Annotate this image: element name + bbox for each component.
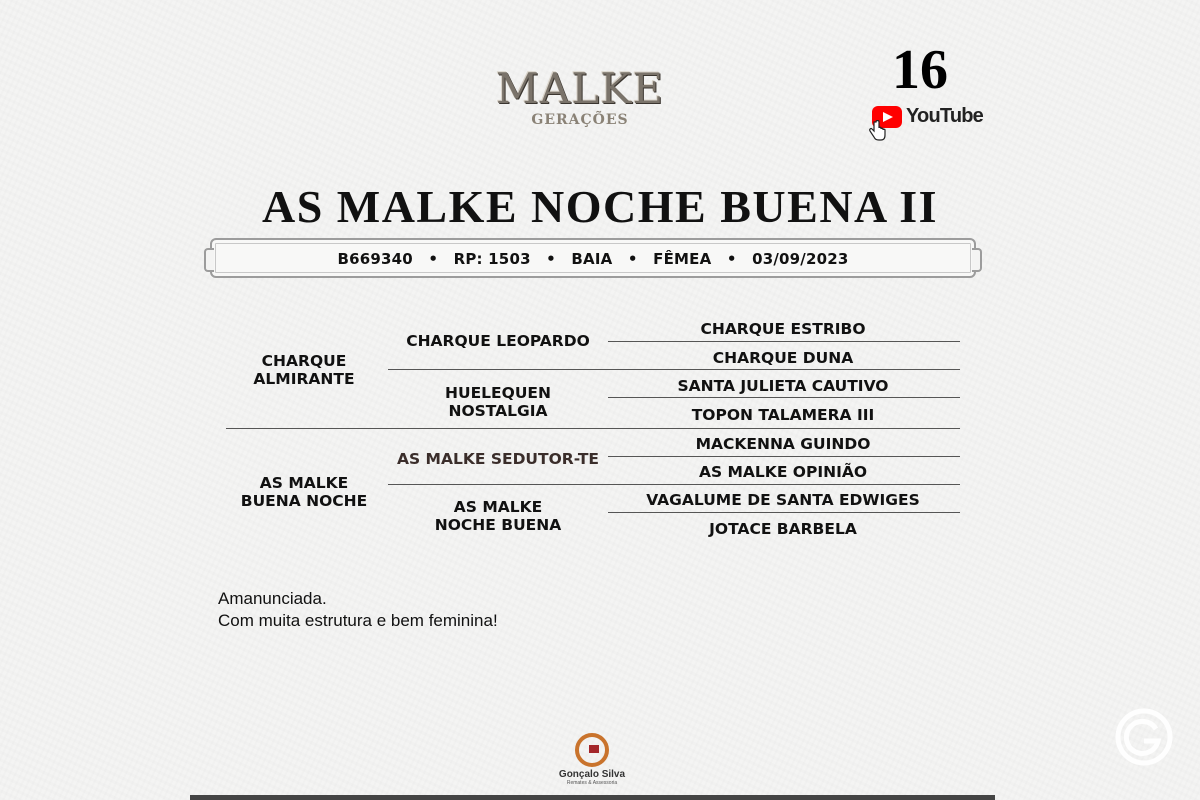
pedigree-dam-line2: BUENA NOCHE (240, 492, 368, 510)
pedigree-sire-line1: CHARQUE (261, 352, 347, 370)
pedigree-ggs-1: CHARQUE ESTRIBO (700, 320, 866, 338)
pointer-hand-icon (868, 120, 886, 142)
goncalo-silva-logo (556, 733, 628, 786)
pedigree-divider (608, 397, 960, 398)
sex: FÊMEA (653, 250, 712, 268)
description (218, 588, 498, 632)
pedigree-sire-line2: ALMIRANTE (253, 370, 355, 388)
pedigree-maternal-grandsire: AS MALKE SEDUTOR-TE (396, 450, 600, 468)
pedigree-dam-line1: AS MALKE (259, 474, 349, 492)
pedigree-divider (388, 369, 960, 370)
pedigree-ggd-3: AS MALKE OPINIÃO (698, 463, 868, 481)
lot-number: 16 (892, 39, 948, 101)
separator-dot: • (428, 250, 439, 268)
separator-dot: • (726, 250, 737, 268)
pedigree-dam (224, 474, 384, 510)
registry-number: B669340 (337, 250, 413, 268)
pedigree-maternal-granddam (388, 498, 608, 534)
pedigree-divider (226, 428, 960, 429)
pedigree-ggs-4: VAGALUME DE SANTA EDWIGES (646, 491, 920, 509)
animal-name-title: AS MALKE NOCHE BUENA II (261, 181, 939, 232)
pedigree-ggs-3: MACKENNA GUINDO (695, 435, 871, 453)
coat-color: BAIA (571, 250, 613, 268)
pedigree-ggd-1: CHARQUE DUNA (712, 349, 854, 367)
separator-dot: • (627, 250, 638, 268)
gavel-logo-icon (575, 733, 609, 767)
pedigree-divider (608, 341, 960, 342)
pedigree-sire (224, 352, 384, 388)
pedigree-maternal-granddam-line2: NOCHE BUENA (434, 516, 562, 534)
pedigree-paternal-granddam-line2: NOSTALGIA (448, 402, 548, 420)
info-bar (210, 238, 976, 278)
logo-main-text: MALKE (495, 64, 665, 113)
pedigree-divider (608, 456, 960, 457)
description-line: Com muita estrutura e bem feminina! (218, 611, 498, 630)
footer-bar (190, 795, 995, 800)
pedigree-ggs-2: SANTA JULIETA CAUTIVO (677, 377, 889, 395)
separator-dot: • (546, 250, 556, 268)
description-line: Amanunciada. (218, 589, 327, 608)
rp-number: RP: 1503 (453, 250, 531, 268)
birth-date: 03/09/2023 (752, 250, 849, 268)
pedigree-paternal-grandsire: CHARQUE LEOPARDO (406, 332, 590, 350)
info-text (212, 250, 974, 268)
footer-brand: Gonçalo Silva (558, 769, 626, 780)
pedigree-ggd-4: JOTACE BARBELA (709, 520, 857, 538)
pedigree-paternal-granddam (388, 384, 608, 420)
logo-sub-text: GERAÇÕES (531, 112, 629, 128)
pedigree-divider (608, 512, 960, 513)
malke-logo (480, 66, 680, 128)
watermark-g-icon (1112, 705, 1176, 769)
pedigree-ggd-2: TOPON TALAMERA III (691, 406, 875, 424)
pedigree-paternal-granddam-line1: HUELEQUEN (445, 384, 551, 402)
youtube-link[interactable] (868, 104, 983, 144)
footer-tagline: Remates & Assessoria (566, 780, 618, 786)
pedigree-divider (388, 484, 960, 485)
youtube-label: YouTube (906, 105, 983, 127)
pedigree-maternal-granddam-line1: AS MALKE (453, 498, 543, 516)
